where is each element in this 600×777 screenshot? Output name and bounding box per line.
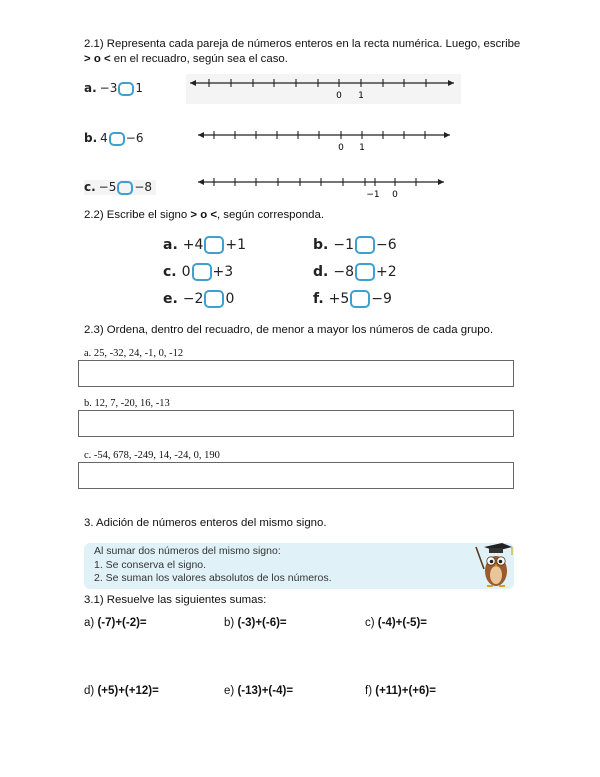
right-number: 1 [135,81,143,95]
right-number: −6 [375,237,397,253]
s23-answer-box-c[interactable] [78,462,514,489]
sum-label: f) [365,685,373,697]
item-label: c. [84,180,96,194]
number-line-b [194,126,456,156]
s21-instruction-rest: en el recuadro, según sea el caso. [110,53,288,65]
s22-sign-choice: > o < [190,209,217,221]
tick-label-1: 0 [392,190,398,200]
sum-expression: (+11)+(+6)= [375,685,436,697]
left-number: −8 [333,264,354,280]
s21-item-c [84,180,156,195]
item-label: d. [313,264,329,280]
s23-group-b-label: b. 12, 7, -20, 16, -13 [84,398,170,409]
s3-title: 3. Adición de números enteros del mismo signo. [84,517,327,529]
tick-label-1: 1 [359,143,365,153]
s21-instruction-line1: 2.1) Representa cada pareja de números enteros en la recta numérica. Luego, escribe [84,38,521,50]
s21-item-b [84,131,144,146]
s23-answer-box-b[interactable] [78,410,514,437]
sum-expression: (-7)+(-2)= [97,617,147,629]
s23-group-c-label: c. -54, 678, -249, 14, -24, 0, 190 [84,450,220,461]
sum-f [365,685,436,697]
s21-item-a [84,81,143,96]
left-number: +5 [328,291,350,307]
sum-label: c) [365,617,375,629]
left-number: +4 [182,237,204,253]
sum-c [365,617,427,629]
s23-group-a-label: a. 25, -32, 24, -1, 0, -12 [84,348,184,359]
rule-text [94,545,332,586]
s22-title [84,208,324,222]
left-number: −1 [333,237,354,253]
sum-label: b) [224,617,235,629]
s22-item-d [313,263,397,281]
item-label: b. [84,131,98,145]
item-label: b. [313,237,329,253]
tick-label-0: −1 [366,190,380,200]
sign-answer-box[interactable] [118,82,134,96]
sum-d [84,685,159,697]
sum-expression: (-4)+(-5)= [377,617,427,629]
sign-answer-box[interactable] [204,290,224,308]
owl-teacher-icon [470,539,514,591]
sum-label: d) [84,685,95,697]
left-number: −2 [182,291,204,307]
right-number: −6 [125,131,144,145]
sign-answer-box[interactable] [355,236,375,254]
sum-expression: (-13)+(-4)= [237,685,294,697]
s22-title-b: , según corresponda. [216,209,324,221]
sum-a [84,617,147,629]
right-number: −8 [134,180,153,194]
rule-box [84,543,514,589]
s22-item-f [313,290,392,308]
s23-title: 2.3) Ordena, dentro del recuadro, de menor a mayor los números de cada grupo. [84,324,494,336]
sign-answer-box[interactable] [109,132,125,146]
right-number: +2 [375,264,397,280]
sum-b [224,617,287,629]
s23-answer-box-a[interactable] [78,360,514,387]
sign-answer-box[interactable] [117,181,133,195]
item-label: c. [163,264,177,280]
left-number: 4 [100,131,108,145]
s21-sign-choice: > o < [84,53,111,65]
left-number: 0 [181,264,191,280]
tick-label-0: 0 [338,143,344,153]
item-label: e. [163,291,178,307]
sign-answer-box[interactable] [355,263,375,281]
right-number: +3 [212,264,234,280]
number-line-a [186,74,461,104]
rule-line: 2. Se suman los valores absolutos de los números. [94,572,332,584]
right-number: +1 [225,237,247,253]
right-number: −9 [371,291,392,307]
s22-item-a [163,236,246,254]
s22-item-e [163,290,234,308]
number-line-c [194,173,450,203]
sum-label: a) [84,617,95,629]
tick-label-0: 0 [336,91,342,101]
left-number: −5 [98,180,117,194]
item-label: f. [313,291,324,307]
sum-expression: (-3)+(-6)= [237,617,287,629]
item-label: a. [84,81,97,95]
sign-answer-box[interactable] [350,290,370,308]
sum-label: e) [224,685,235,697]
sign-answer-box[interactable] [192,263,212,281]
s31-subtitle: 3.1) Resuelve las siguientes sumas: [84,594,267,606]
left-number: −3 [99,81,118,95]
rule-line: 1. Se conserva el signo. [94,558,207,571]
s21-instruction-line2 [84,52,288,66]
s22-item-b [313,236,397,254]
right-number: 0 [225,291,235,307]
rule-line: Al sumar dos números del mismo signo: [94,545,281,557]
sum-e [224,685,293,697]
sign-answer-box[interactable] [204,236,224,254]
item-label: a. [163,237,178,253]
sum-expression: (+5)+(+12)= [97,685,159,697]
s22-title-a: 2.2) Escribe el signo [84,209,191,221]
tick-label-1: 1 [358,91,364,101]
s22-item-c [163,263,233,281]
